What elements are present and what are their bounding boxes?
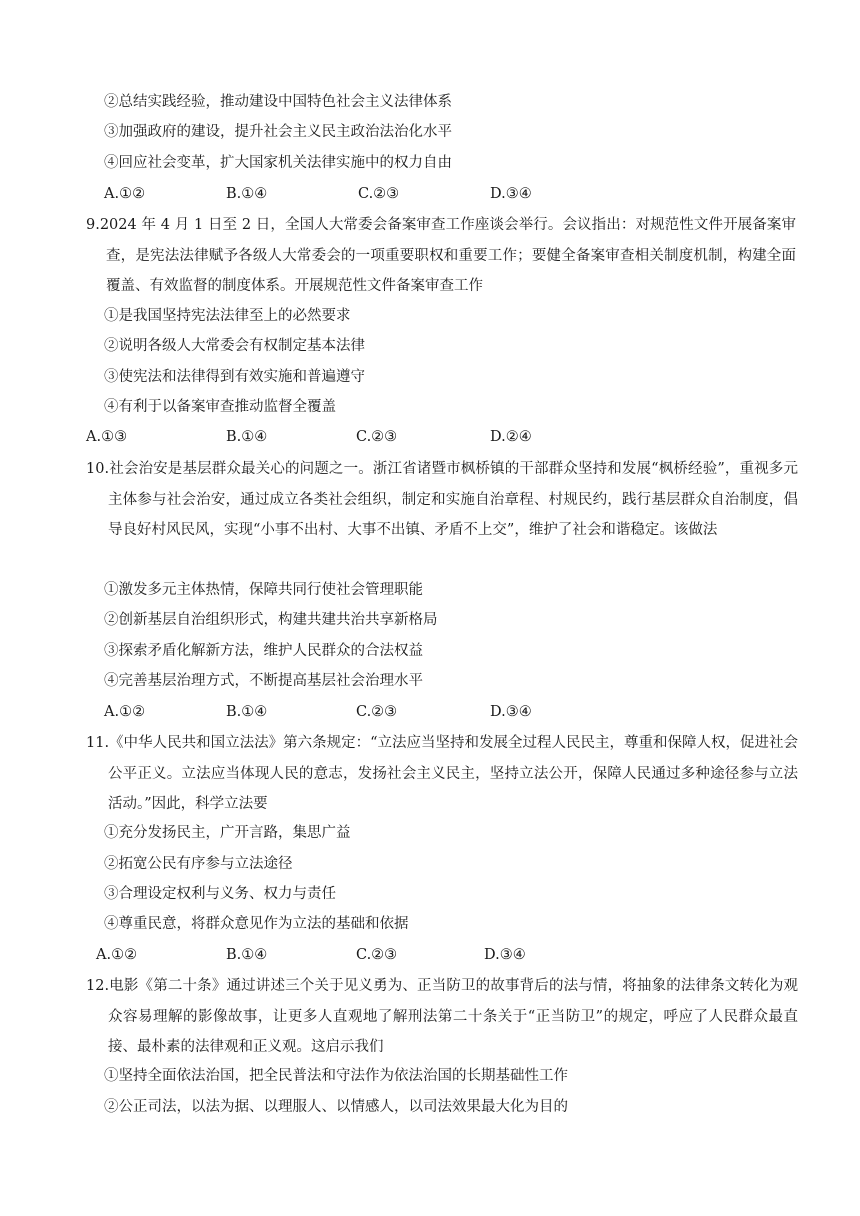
- q8-option-c: C.②③: [358, 186, 400, 202]
- q8-option-d: D.③④: [490, 186, 532, 202]
- q9-option-a: A.①③: [86, 429, 128, 445]
- q10-option-c: C.②③: [356, 704, 398, 720]
- q10-item-1: ①激发多元主体热情，保障共同行使社会管理职能: [104, 582, 423, 598]
- q10-option-d: D.③④: [490, 704, 532, 720]
- q9-item-3: ③使宪法和法律得到有效实施和普遍遵守: [104, 369, 365, 385]
- q11-item-1: ①充分发扬民主，广开言路，集思广益: [104, 825, 351, 841]
- q11-item-4: ④尊重民意，将群众意见作为立法的基础和依据: [104, 916, 409, 932]
- q9-option-d: D.②④: [490, 429, 532, 445]
- q10-option-b: B.①④: [226, 704, 268, 720]
- q11-option-c: C.②③: [356, 947, 398, 963]
- q9-stem: 9.2024 年 4 月 1 日至 2 日，全国人大常委会备案审查工作座谈会举行。会议指出：对规范性文件开展备案审查，是宪法法律赋予各级人大常委会的一项重要职权和重要工作；要健全备案审查相关制度机制，构建全面覆盖、有效监督的制度体系。开展规范性文件备案审查工作: [86, 217, 796, 295]
- q12-item-1: ①坚持全面依法治国，把全民普法和守法作为依法治国的长期基础性工作: [104, 1068, 568, 1084]
- q8-item-2: ②总结实践经验，推动建设中国特色社会主义法律体系: [104, 94, 452, 110]
- q12-item-2: ②公正司法，以法为据、以理服人、以情感人，以司法效果最大化为目的: [104, 1099, 568, 1115]
- q11-option-d: D.③④: [484, 947, 526, 963]
- q11-stem: 11.《中华人民共和国立法法》第六条规定：“立法应当坚持和发展全过程人民民主，尊重和保障人权，促进社会公平正义。立法应当体现人民的意志，发扬社会主义民主，坚持立法公开，保障人民通过多种途径参与立法活动。”因此，科学立法要: [86, 735, 798, 813]
- q11-item-2: ②拓宽公民有序参与立法途径: [104, 856, 293, 872]
- q9-option-b: B.①④: [226, 429, 268, 445]
- q9-item-2: ②说明各级人大常委会有权制定基本法律: [104, 338, 365, 354]
- q10-option-a: A.①②: [104, 704, 146, 720]
- q11-item-3: ③合理设定权利与义务、权力与责任: [104, 886, 336, 902]
- q9-item-4: ④有利于以备案审查推动监督全覆盖: [104, 399, 336, 415]
- q10-item-4: ④完善基层治理方式，不断提高基层社会治理水平: [104, 673, 423, 689]
- q8-option-a: A.①②: [104, 186, 146, 202]
- q8-item-4: ④回应社会变革，扩大国家机关法律实施中的权力自由: [104, 155, 452, 171]
- q10-item-2: ②创新基层自治组织形式，构建共建共治共享新格局: [104, 612, 438, 628]
- q8-item-3: ③加强政府的建设，提升社会主义民主政治法治化水平: [104, 124, 452, 140]
- q11-option-a: A.①②: [96, 947, 138, 963]
- q11-option-b: B.①④: [226, 947, 268, 963]
- q10-stem: 10.社会治安是基层群众最关心的问题之一。浙江省诸暨市枫桥镇的干部群众坚持和发展“枫桥经验”，重视多元主体参与社会治安，通过成立各类社会组织，制定和实施自治章程、村规民约，践行基层群众自治制度，倡导良好村风民风，实现“小事不出村、大事不出镇、矛盾不上交”，维护了社会和谐稳定。该做法: [86, 461, 798, 539]
- q8-option-b: B.①④: [226, 186, 268, 202]
- q9-item-1: ①是我国坚持宪法法律至上的必然要求: [104, 308, 351, 324]
- q12-stem: 12.电影《第二十条》通过讲述三个关于见义勇为、正当防卫的故事背后的法与情，将抽象的法律条文转化为观众容易理解的影像故事，让更多人直观地了解刑法第二十条关于“正当防卫”的规定，呼应了人民群众最直接、最朴素的法律观和正义观。这启示我们: [86, 978, 798, 1056]
- q9-option-c: C.②③: [356, 429, 398, 445]
- q10-item-3: ③探索矛盾化解新方法，维护人民群众的合法权益: [104, 643, 423, 659]
